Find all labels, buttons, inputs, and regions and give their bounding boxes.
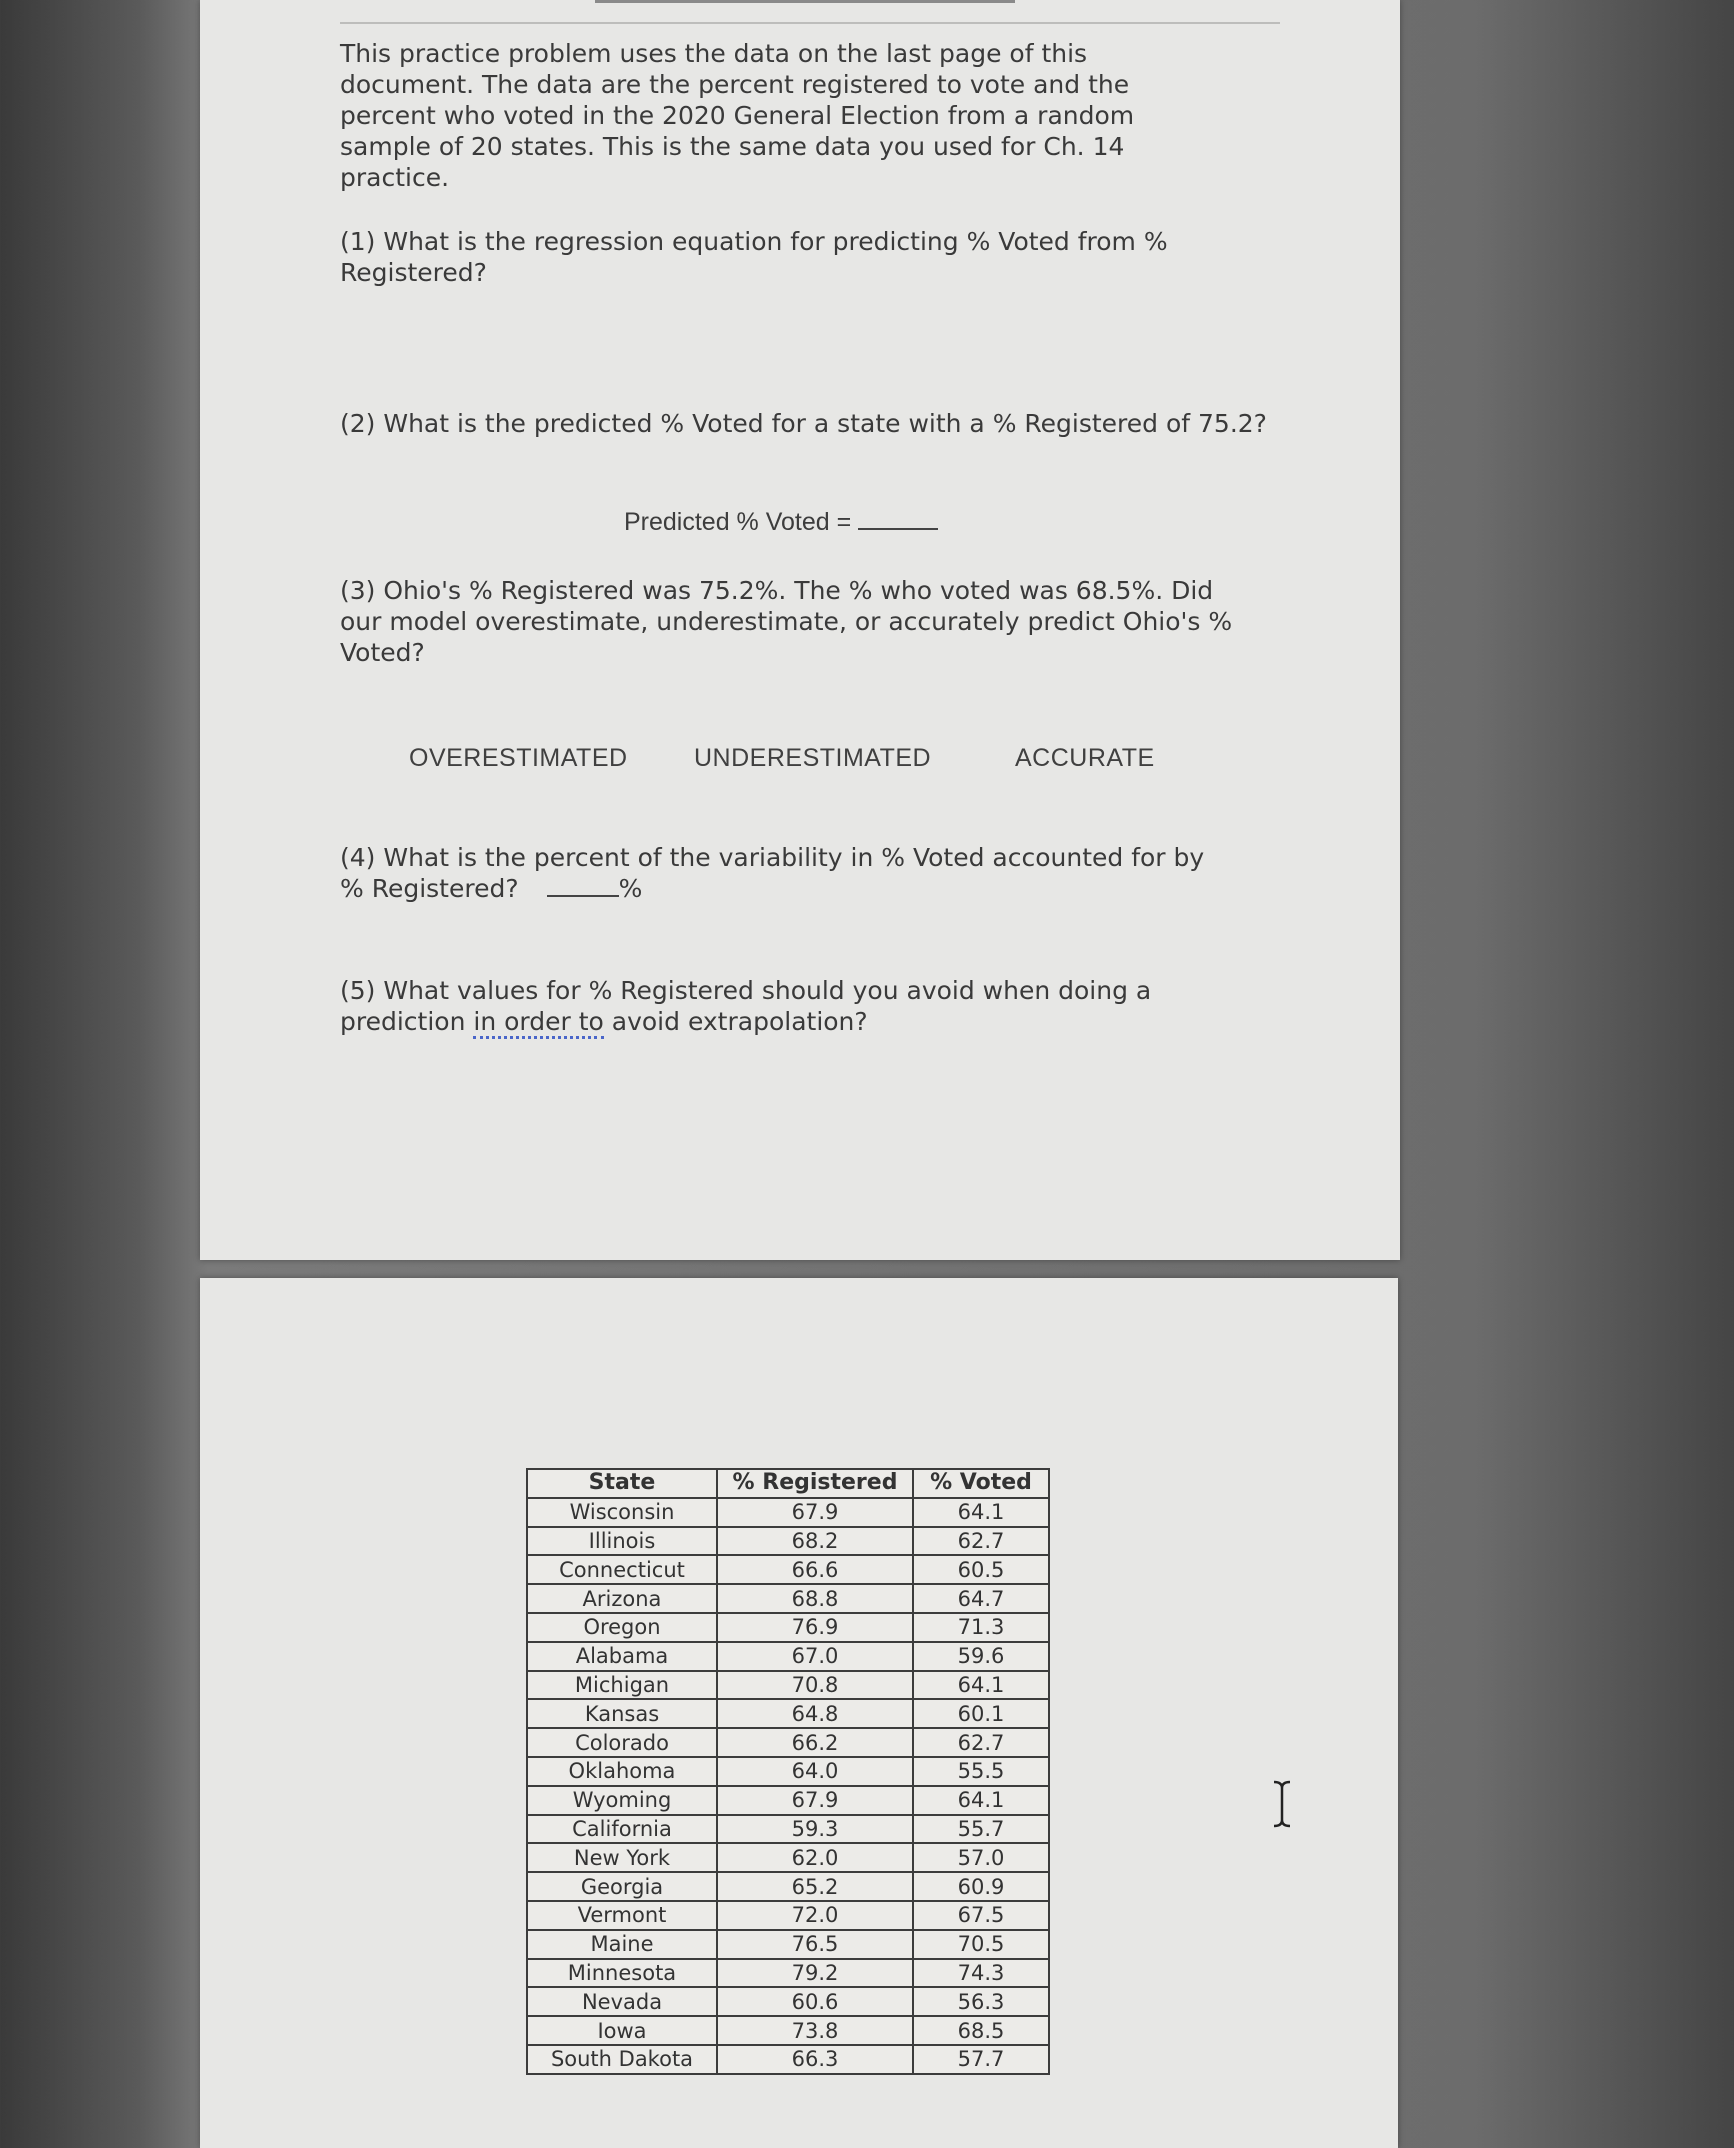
choice-overestimated[interactable]: OVERESTIMATED — [409, 744, 628, 772]
question-4-line-2 — [340, 873, 1300, 904]
cell-state: Minnesota — [527, 1959, 717, 1988]
percent-suffix: % — [618, 874, 643, 903]
question-5-line-2 — [340, 1006, 1260, 1037]
cell-voted: 64.7 — [913, 1584, 1049, 1613]
choice-underestimated[interactable]: UNDERESTIMATED — [694, 744, 932, 772]
cell-voted: 55.7 — [913, 1815, 1049, 1844]
cell-state: Oklahoma — [527, 1757, 717, 1786]
question-3: (3) Ohio's % Registered was 75.2%. The % who voted was 68.5%. Did our model overestimate, underestimate, or accurately predict Ohio's % Voted? — [340, 576, 1233, 667]
question-4-line-1: (4) What is the percent of the variability in % Voted accounted for by — [340, 843, 1205, 872]
table-row — [527, 1555, 1049, 1584]
cell-state: Michigan — [527, 1671, 717, 1700]
page-divider — [595, 0, 1015, 3]
choice-accurate[interactable]: ACCURATE — [1015, 744, 1155, 772]
cell-state: Maine — [527, 1930, 717, 1959]
question-4-registered: % Registered? — [340, 874, 519, 903]
question-1: (1) What is the regression equation for predicting % Voted from % Registered? — [340, 227, 1168, 287]
table-row — [527, 1699, 1049, 1728]
table-row — [527, 1671, 1049, 1700]
question-2: (2) What is the predicted % Voted for a state with a % Registered of 75.2? — [340, 409, 1267, 438]
table-row — [527, 2016, 1049, 2045]
cell-state: Illinois — [527, 1527, 717, 1556]
cell-registered: 68.8 — [717, 1584, 913, 1613]
table-row — [527, 1642, 1049, 1671]
cell-voted: 57.7 — [913, 2045, 1049, 2074]
cell-registered: 68.2 — [717, 1527, 913, 1556]
table-row — [527, 1527, 1049, 1556]
predicted-voted-line — [624, 506, 938, 537]
cell-voted: 64.1 — [913, 1786, 1049, 1815]
cell-registered: 72.0 — [717, 1901, 913, 1930]
intro-paragraph: This practice problem uses the data on the last page of this document. The data are the percent registered to vote and the percent who voted in the 2020 General Election from a random sample of 20 states. This is the same data you used for Ch. 14 practice. — [340, 39, 1135, 192]
cell-registered: 79.2 — [717, 1959, 913, 1988]
cell-state: New York — [527, 1843, 717, 1872]
cell-voted: 62.7 — [913, 1728, 1049, 1757]
cell-registered: 64.0 — [717, 1757, 913, 1786]
table-row — [527, 1613, 1049, 1642]
question-4 — [340, 842, 1300, 904]
cell-registered: 59.3 — [717, 1815, 913, 1844]
question-page — [200, 0, 1400, 1260]
table-row — [527, 1498, 1049, 1527]
cell-state: Georgia — [527, 1872, 717, 1901]
cell-registered: 66.6 — [717, 1555, 913, 1584]
cell-state: Connecticut — [527, 1555, 717, 1584]
cell-voted: 64.1 — [913, 1671, 1049, 1700]
table-row — [527, 1728, 1049, 1757]
question-5 — [340, 975, 1260, 1037]
table-row — [527, 1959, 1049, 1988]
cell-registered: 76.9 — [717, 1613, 913, 1642]
cell-state: South Dakota — [527, 2045, 717, 2074]
cell-voted: 55.5 — [913, 1757, 1049, 1786]
cell-voted: 59.6 — [913, 1642, 1049, 1671]
question-5-pre: prediction — [340, 1007, 474, 1036]
table-row — [527, 1901, 1049, 1930]
cell-state: Vermont — [527, 1901, 717, 1930]
cell-voted: 56.3 — [913, 1987, 1049, 2016]
cell-state: Oregon — [527, 1613, 717, 1642]
cell-voted: 57.0 — [913, 1843, 1049, 1872]
cell-state: Colorado — [527, 1728, 717, 1757]
cell-voted: 60.5 — [913, 1555, 1049, 1584]
cell-registered: 67.9 — [717, 1786, 913, 1815]
header-registered: % Registered — [717, 1469, 913, 1498]
text-cursor-icon — [1270, 1780, 1294, 1832]
cell-state: Alabama — [527, 1642, 717, 1671]
cell-registered: 70.8 — [717, 1671, 913, 1700]
table-row — [527, 1987, 1049, 2016]
cell-state: Arizona — [527, 1584, 717, 1613]
registration-voting-table — [526, 1468, 1050, 2075]
cell-registered: 73.8 — [717, 2016, 913, 2045]
table-row — [527, 1786, 1049, 1815]
question-5-line-1: (5) What values for % Registered should you avoid when doing a — [340, 976, 1152, 1005]
variability-blank[interactable] — [547, 873, 619, 897]
cell-voted: 74.3 — [913, 1959, 1049, 1988]
cell-voted: 67.5 — [913, 1901, 1049, 1930]
cell-voted: 70.5 — [913, 1930, 1049, 1959]
table-header-row — [527, 1469, 1049, 1498]
predicted-voted-blank[interactable] — [858, 506, 938, 530]
cell-registered: 66.3 — [717, 2045, 913, 2074]
grammar-suggestion[interactable]: in order to — [473, 1007, 603, 1039]
cell-state: Wisconsin — [527, 1498, 717, 1527]
cell-registered: 65.2 — [717, 1872, 913, 1901]
table-row — [527, 1843, 1049, 1872]
table-row — [527, 1815, 1049, 1844]
header-state: State — [527, 1469, 717, 1498]
header-voted: % Voted — [913, 1469, 1049, 1498]
question-5-post: avoid extrapolation? — [603, 1007, 868, 1036]
cell-voted: 62.7 — [913, 1527, 1049, 1556]
cell-registered: 60.6 — [717, 1987, 913, 2016]
cell-voted: 60.1 — [913, 1699, 1049, 1728]
cell-registered: 76.5 — [717, 1930, 913, 1959]
table-row — [527, 1872, 1049, 1901]
cell-registered: 67.0 — [717, 1642, 913, 1671]
table-row — [527, 2045, 1049, 2074]
cell-state: Kansas — [527, 1699, 717, 1728]
cell-state: Iowa — [527, 2016, 717, 2045]
header-rule — [340, 22, 1280, 24]
cell-registered: 64.8 — [717, 1699, 913, 1728]
table-row — [527, 1584, 1049, 1613]
predicted-voted-label: Predicted % Voted = — [624, 508, 852, 536]
cell-state: California — [527, 1815, 717, 1844]
table-row — [527, 1757, 1049, 1786]
cell-state: Wyoming — [527, 1786, 717, 1815]
cell-voted: 71.3 — [913, 1613, 1049, 1642]
cell-registered: 66.2 — [717, 1728, 913, 1757]
cell-voted: 60.9 — [913, 1872, 1049, 1901]
cell-voted: 64.1 — [913, 1498, 1049, 1527]
cell-registered: 67.9 — [717, 1498, 913, 1527]
cell-registered: 62.0 — [717, 1843, 913, 1872]
data-page — [200, 1278, 1398, 2148]
table-row — [527, 1930, 1049, 1959]
cell-voted: 68.5 — [913, 2016, 1049, 2045]
cell-state: Nevada — [527, 1987, 717, 2016]
